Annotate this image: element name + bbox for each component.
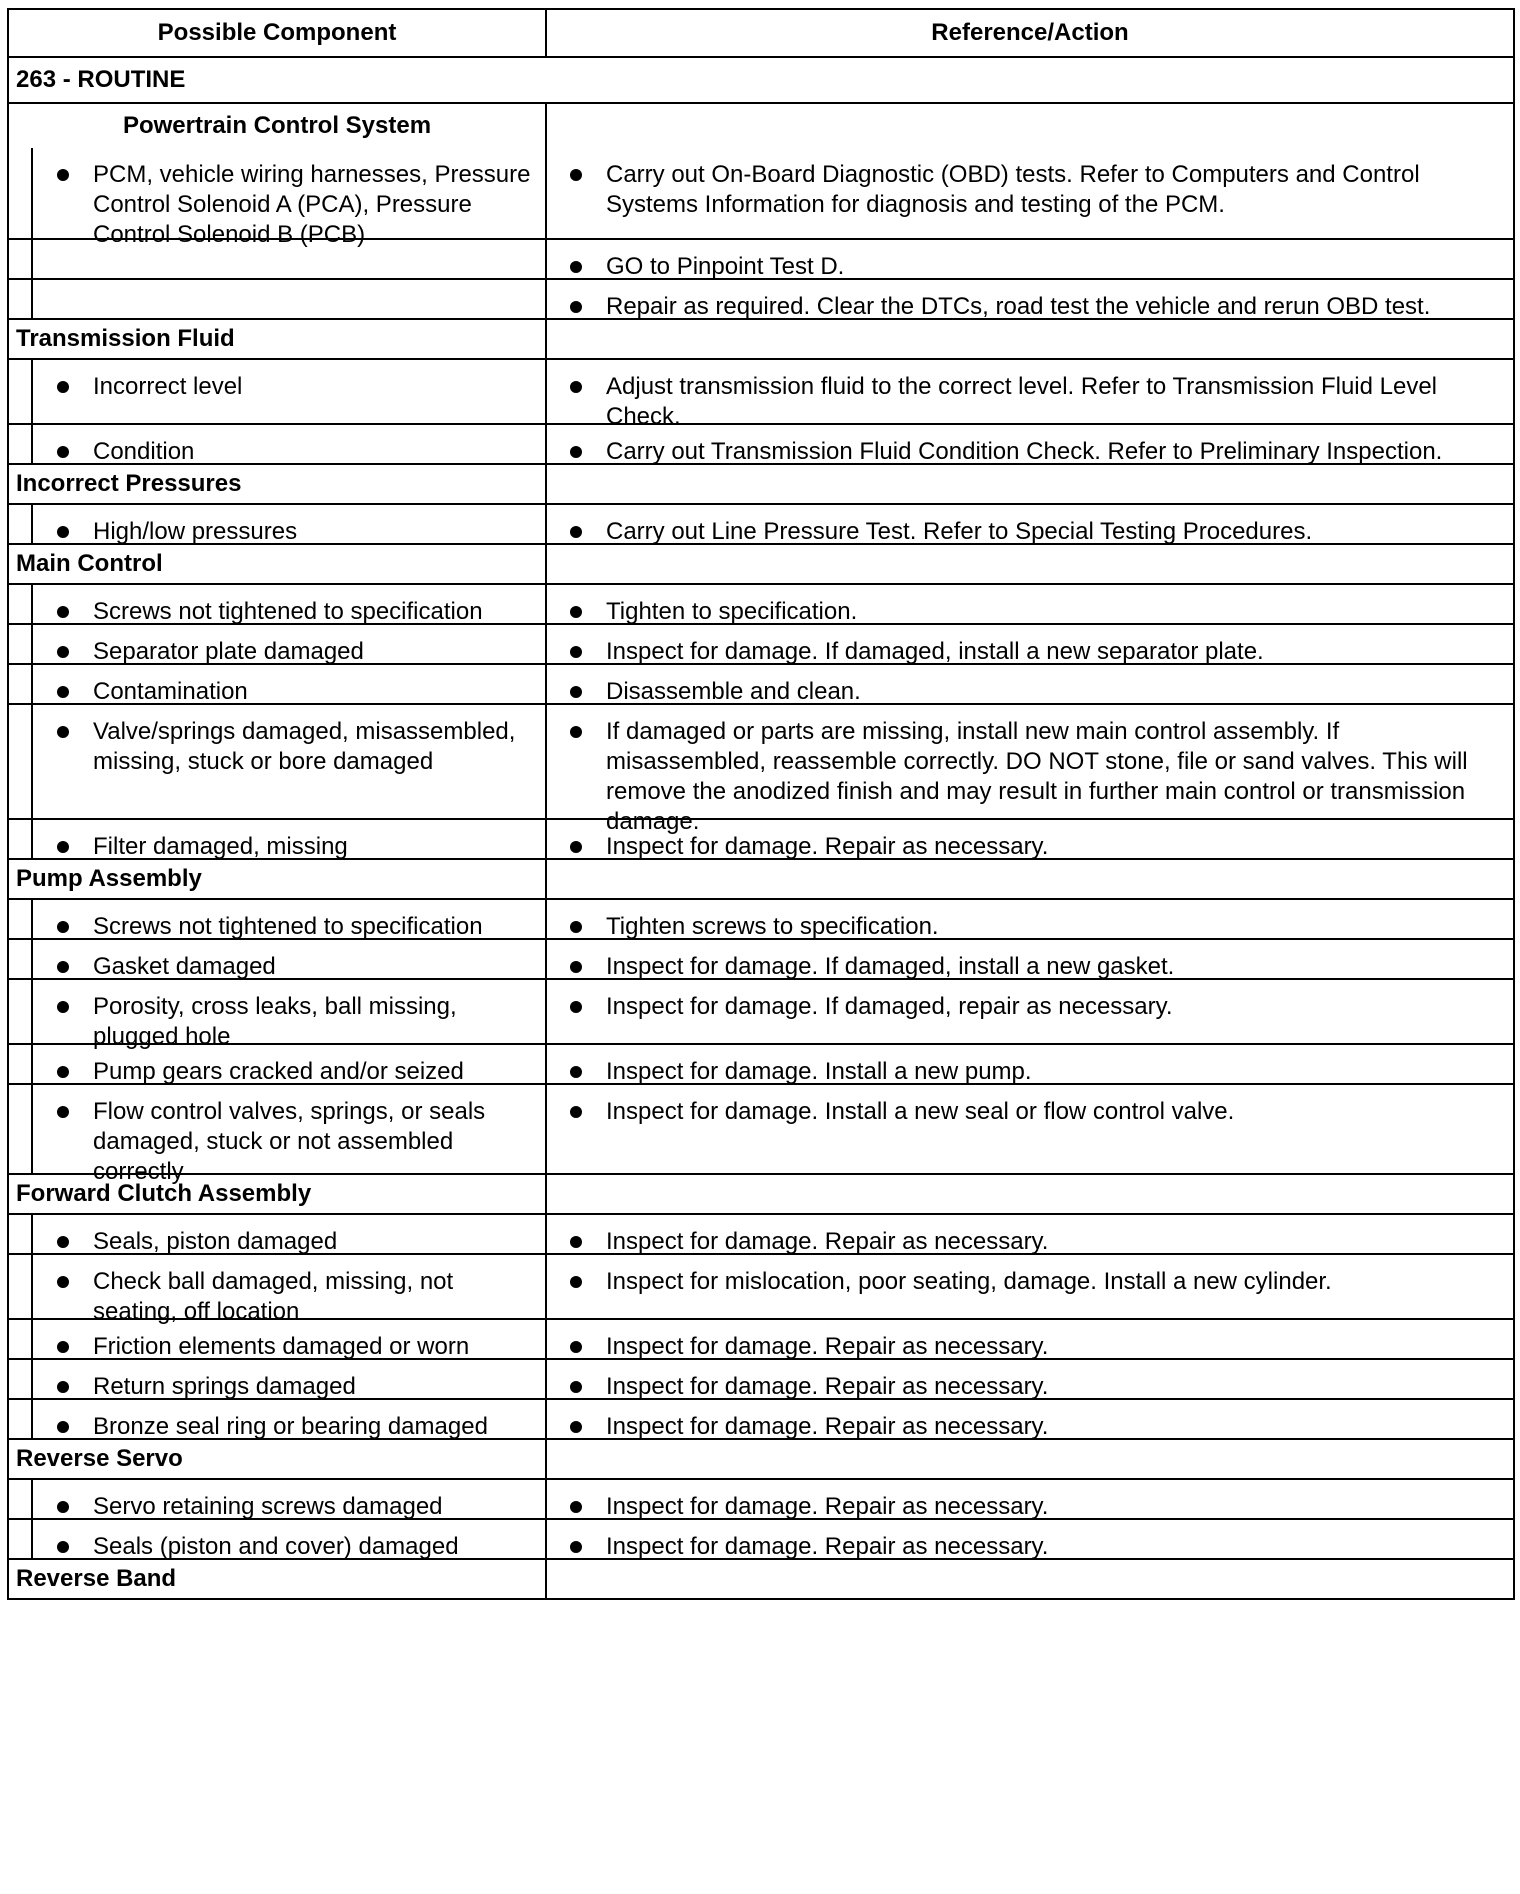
- action-text: Inspect for damage. Repair as necessary.: [606, 1533, 1049, 1560]
- bullet-icon: [570, 686, 582, 698]
- bullet-icon: [57, 526, 69, 538]
- action-text: Inspect for damage. If damaged, install a new separator plate.: [606, 638, 1264, 665]
- action-text: Inspect for damage. Repair as necessary.: [606, 833, 1049, 860]
- component-cell: [9, 625, 547, 663]
- bullet-icon: [57, 1501, 69, 1513]
- component-cell: [9, 148, 547, 248]
- group-title: Powertrain Control System: [9, 104, 547, 148]
- category-title: Pump Assembly: [9, 860, 547, 898]
- component-cell: [9, 705, 547, 818]
- bullet-icon: [57, 446, 69, 458]
- component-cell: [9, 1255, 547, 1325]
- bullet-icon: [570, 646, 582, 658]
- action-text: Tighten to specification.: [606, 598, 858, 625]
- bullet-icon: [570, 1501, 582, 1513]
- component-cell: [9, 665, 547, 703]
- bullet-icon: [570, 169, 582, 181]
- bullet-icon: [570, 1001, 582, 1013]
- action-cell: [547, 1520, 1513, 1558]
- bullet-icon: [57, 1001, 69, 1013]
- component-cell: [9, 900, 547, 938]
- component-cell: [9, 980, 547, 1050]
- action-text: Inspect for damage. Repair as necessary.: [606, 1228, 1049, 1255]
- component-cell: [9, 1360, 547, 1398]
- bullet-icon: [570, 1541, 582, 1553]
- bullet-icon: [570, 381, 582, 393]
- bullet-icon: [57, 1106, 69, 1118]
- action-cell: [547, 980, 1513, 1043]
- section-row: [9, 56, 1513, 102]
- bullet-icon: [570, 841, 582, 853]
- category-row: [9, 1558, 1513, 1598]
- action-text: Inspect for damage. If damaged, install a new gasket.: [606, 953, 1175, 980]
- component-text: Gasket damaged: [93, 953, 276, 980]
- table-row: [9, 703, 1513, 835]
- bullet-icon: [570, 1236, 582, 1248]
- bullet-icon: [570, 526, 582, 538]
- component-text: Screws not tightened to specification: [93, 598, 483, 625]
- category-row: [9, 463, 1513, 503]
- table-row: [9, 938, 1513, 978]
- action-text: Tighten screws to specification.: [606, 913, 939, 940]
- table-row: [9, 1478, 1513, 1518]
- bullet-icon: [570, 1106, 582, 1118]
- category-title: Main Control: [9, 545, 547, 583]
- table-row: [9, 1518, 1513, 1558]
- component-text: Screws not tightened to specification: [93, 913, 483, 940]
- table-row: [9, 358, 1513, 430]
- action-text: GO to Pinpoint Test D.: [606, 253, 845, 280]
- component-text: Condition: [93, 438, 195, 465]
- action-cell: [547, 360, 1513, 430]
- bullet-icon: [57, 381, 69, 393]
- action-text: Inspect for damage. Install a new seal or flow control valve.: [606, 1098, 1235, 1125]
- bullet-icon: [57, 169, 69, 181]
- action-cell: [547, 1480, 1513, 1518]
- component-text: Valve/springs damaged, misassembled, missing, stuck or bore damaged: [93, 718, 516, 775]
- table-row: [9, 978, 1513, 1050]
- action-cell: [547, 585, 1513, 623]
- action-text: Disassemble and clean.: [606, 678, 861, 705]
- bullet-icon: [57, 726, 69, 738]
- section-title: 263 - ROUTINE: [16, 66, 186, 93]
- component-cell: [9, 1085, 547, 1185]
- bullet-icon: [57, 1421, 69, 1433]
- table-row: [9, 1358, 1513, 1398]
- component-cell: [9, 360, 547, 423]
- category-title: Reverse Band: [9, 1560, 547, 1598]
- component-cell: [9, 1400, 547, 1438]
- component-text: Friction elements damaged or worn: [93, 1333, 470, 1360]
- action-cell: [547, 820, 1513, 858]
- bullet-icon: [57, 646, 69, 658]
- table-row: [9, 148, 1513, 248]
- header-reference-action: Reference/Action: [931, 19, 1129, 46]
- component-cell: [9, 1045, 547, 1083]
- table-row: [9, 1253, 1513, 1325]
- action-cell: [547, 240, 1513, 278]
- table-row: [9, 1398, 1513, 1438]
- table-row: [9, 818, 1513, 858]
- action-text: Inspect for damage. Repair as necessary.: [606, 1413, 1049, 1440]
- component-cell: [9, 425, 547, 463]
- component-cell: [9, 505, 547, 543]
- table-row: [9, 278, 1513, 318]
- bullet-icon: [570, 1341, 582, 1353]
- component-text: Servo retaining screws damaged: [93, 1493, 443, 1520]
- action-text: Repair as required. Clear the DTCs, road test the vehicle and rerun OBD test.: [606, 293, 1431, 320]
- component-cell: [9, 1520, 547, 1558]
- action-text: Carry out On-Board Diagnostic (OBD) tests. Refer to Computers and Control Systems Information for diagnosis and testing of the PCM.: [606, 161, 1420, 218]
- action-cell: [547, 1255, 1513, 1318]
- component-cell: [9, 1320, 547, 1358]
- diagnostic-table: [7, 8, 1515, 1600]
- action-cell: [547, 705, 1513, 835]
- bullet-icon: [570, 921, 582, 933]
- component-text: Contamination: [93, 678, 248, 705]
- bullet-icon: [570, 261, 582, 273]
- component-text: Flow control valves, springs, or seals damaged, stuck or not assembled correctly: [93, 1098, 486, 1185]
- bullet-icon: [570, 961, 582, 973]
- group-row: [9, 102, 1513, 148]
- action-cell: [547, 1400, 1513, 1438]
- action-text: Adjust transmission fluid to the correct level. Refer to Transmission Fluid Level Check.: [606, 373, 1438, 430]
- component-text: Bronze seal ring or bearing damaged: [93, 1413, 488, 1440]
- category-row: [9, 318, 1513, 358]
- action-cell: [547, 1045, 1513, 1083]
- bullet-icon: [57, 1276, 69, 1288]
- bullet-icon: [570, 1066, 582, 1078]
- category-row: [9, 1438, 1513, 1478]
- bullet-icon: [57, 1341, 69, 1353]
- action-cell: [547, 505, 1513, 543]
- category-title: Forward Clutch Assembly: [9, 1175, 547, 1213]
- category-row: [9, 858, 1513, 898]
- header-possible-component: Possible Component: [9, 10, 547, 56]
- bullet-icon: [57, 1236, 69, 1248]
- action-cell: [547, 665, 1513, 703]
- component-cell: [9, 1215, 547, 1253]
- bullet-icon: [570, 446, 582, 458]
- bullet-icon: [57, 1541, 69, 1553]
- table-row: [9, 238, 1513, 278]
- action-text: Inspect for damage. Repair as necessary.: [606, 1493, 1049, 1520]
- component-cell: [9, 1480, 547, 1518]
- bullet-icon: [570, 606, 582, 618]
- component-text: Pump gears cracked and/or seized: [93, 1058, 464, 1085]
- component-text: Incorrect level: [93, 373, 243, 400]
- table-header: [9, 10, 1513, 56]
- category-row: [9, 1173, 1513, 1213]
- action-text: Inspect for damage. Repair as necessary.: [606, 1373, 1049, 1400]
- action-text: Inspect for damage. Repair as necessary.: [606, 1333, 1049, 1360]
- bullet-icon: [570, 1276, 582, 1288]
- bullet-icon: [570, 1421, 582, 1433]
- table-row: [9, 1213, 1513, 1253]
- action-cell: [547, 425, 1513, 463]
- component-cell: [9, 280, 547, 318]
- action-cell: [547, 280, 1513, 318]
- table-row: [9, 583, 1513, 623]
- action-cell: [547, 940, 1513, 978]
- table-row: [9, 898, 1513, 938]
- bullet-icon: [57, 961, 69, 973]
- action-text: Carry out Transmission Fluid Condition Check. Refer to Preliminary Inspection.: [606, 438, 1443, 465]
- component-cell: [9, 240, 547, 278]
- component-cell: [9, 820, 547, 858]
- component-text: Filter damaged, missing: [93, 833, 348, 860]
- bullet-icon: [570, 1381, 582, 1393]
- action-cell: [547, 1360, 1513, 1398]
- action-text: Inspect for damage. If damaged, repair as necessary.: [606, 993, 1173, 1020]
- bullet-icon: [57, 1381, 69, 1393]
- table-row: [9, 423, 1513, 463]
- category-row: [9, 543, 1513, 583]
- bullet-icon: [57, 686, 69, 698]
- category-title: Incorrect Pressures: [9, 465, 547, 503]
- component-text: Porosity, cross leaks, ball missing, plugged hole: [93, 993, 457, 1050]
- table-row: [9, 623, 1513, 663]
- action-text: If damaged or parts are missing, install new main control assembly. If misassembled, reassemble correctly. DO NOT stone, file or sand valves. This will remove the anodized finish and may result in further main control or transmission damage.: [606, 718, 1468, 835]
- bullet-icon: [570, 301, 582, 313]
- component-text: Check ball damaged, missing, not seating, off location: [93, 1268, 454, 1325]
- bullet-icon: [57, 1066, 69, 1078]
- bullet-icon: [57, 606, 69, 618]
- action-cell: [547, 148, 1513, 238]
- component-cell: [9, 940, 547, 978]
- component-cell: [9, 585, 547, 623]
- table-body: [9, 148, 1513, 1598]
- action-cell: [547, 1320, 1513, 1358]
- action-text: Carry out Line Pressure Test. Refer to Special Testing Procedures.: [606, 518, 1313, 545]
- action-cell: [547, 1215, 1513, 1253]
- action-cell: [547, 625, 1513, 663]
- component-text: Separator plate damaged: [93, 638, 364, 665]
- table-row: [9, 1043, 1513, 1083]
- category-title: Transmission Fluid: [9, 320, 547, 358]
- component-text: PCM, vehicle wiring harnesses, Pressure Control Solenoid A (PCA), Pressure Control Solenoid B (PCB): [93, 161, 531, 248]
- bullet-icon: [570, 726, 582, 738]
- category-title: Reverse Servo: [9, 1440, 547, 1478]
- component-text: High/low pressures: [93, 518, 298, 545]
- action-text: Inspect for damage. Install a new pump.: [606, 1058, 1032, 1085]
- bullet-icon: [57, 841, 69, 853]
- table-row: [9, 1083, 1513, 1185]
- bullet-icon: [57, 921, 69, 933]
- component-text: Seals (piston and cover) damaged: [93, 1533, 459, 1560]
- action-cell: [547, 900, 1513, 938]
- table-row: [9, 503, 1513, 543]
- action-cell: [547, 1085, 1513, 1173]
- action-text: Inspect for mislocation, poor seating, damage. Install a new cylinder.: [606, 1268, 1332, 1295]
- component-text: Seals, piston damaged: [93, 1228, 338, 1255]
- component-text: Return springs damaged: [93, 1373, 356, 1400]
- table-row: [9, 1318, 1513, 1358]
- table-row: [9, 663, 1513, 703]
